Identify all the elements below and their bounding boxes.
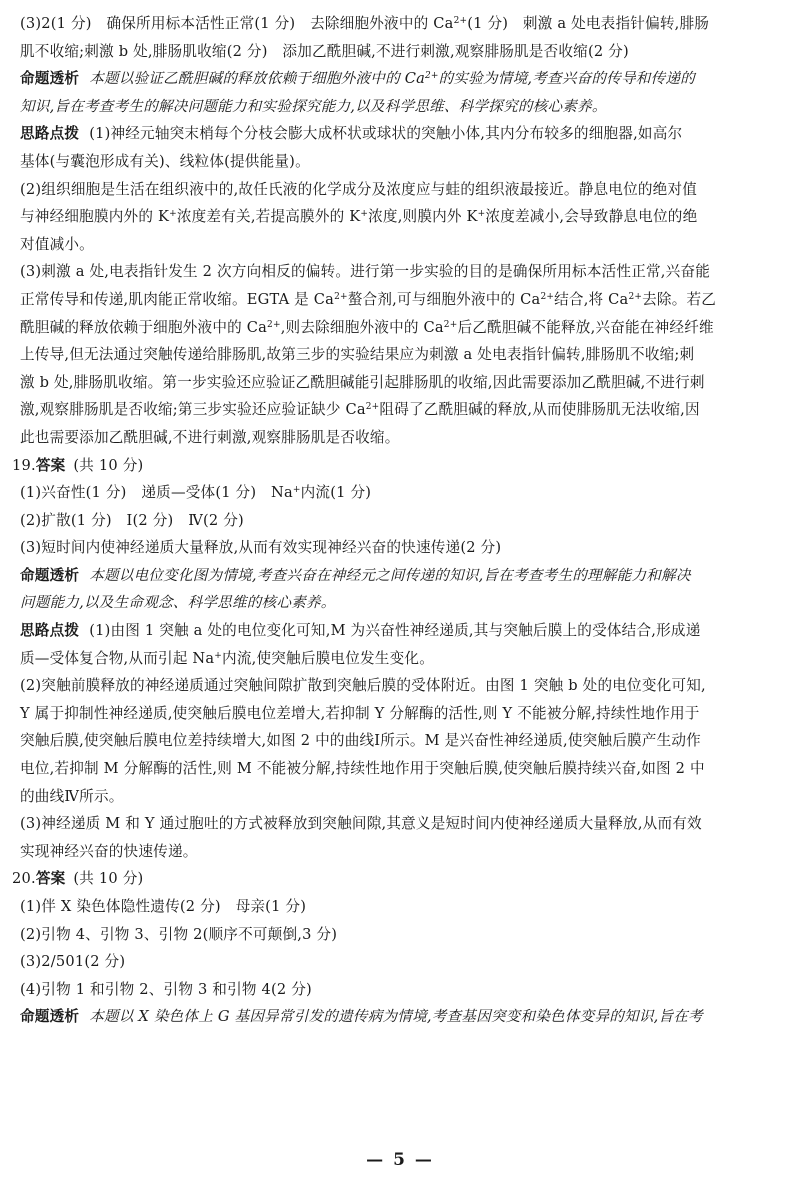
q18-hint-2-end: 对值减小。 — [20, 235, 94, 253]
q19-hint-3-a: (3)神经递质 M 和 Y 通过胞吐的方式被释放到突触间隙,其意义是短时间内使神经递质大量释放,从而有效 — [20, 815, 702, 833]
q18-hint-1: 思路点拨 (1)神经元轴突末梢每个分枝会膨大成杯状或球状的突触小体,其内分布较多的细胞器,如高尔 — [20, 125, 683, 143]
q18-hint-3-d: 上传导,但无法通过突触传递给腓肠肌,故第三步的实验结果应为刺激 a 处电表指针偏转,腓肠肌不收缩;刺 — [20, 346, 695, 364]
q19-hint-2-b: Y 属于抑制性神经递质,使突触后膜电位差增大,若抑制 Y 分解酶的活性,则 Y 不能被分解,持续性地作用于 — [20, 704, 700, 722]
q18-hint-3: (3)刺激 a 处,电表指针发生 2 次方向相反的偏转。进行第一步实验的目的是确保所用标本活性正常,兴奋能 — [20, 263, 711, 281]
q20-answer-2: (2)引物 4、引物 3、引物 2(顺序不可颠倒,3 分) — [20, 925, 338, 943]
q19-hint-2-e: 的曲线Ⅳ所示。 — [20, 787, 124, 805]
q18-answer-3: (3)2(1 分) 确保所用标本活性正常(1 分) 去除细胞外液中的 $Ca^{2+}(1$ 分) 刺激 a 处电表指针偏转,腓肠 — [20, 15, 710, 32]
q20-answer-4: (4)引物 1 和引物 2、引物 3 和引物 4(2 分) — [20, 980, 312, 998]
q20-answer-1: (1)伴 X 染色体隐性遗传(2 分) 母亲(1 分) — [20, 898, 307, 915]
q19-hint-1-cont: 质—受体复合物,从而引起 Na+内流,使突触后膜电位发生变化。 — [20, 649, 434, 667]
q19-answer-2: (2)扩散(1 分) Ⅰ(2 分) Ⅳ(2 分) — [20, 511, 244, 529]
q19-hint-3-b: 实现神经兴奋的快速传递。 — [20, 842, 198, 860]
q18-hint-3-g: 此也需要添加乙酰胆碱,不进行刺激,观察腓肠肌是否收缩。 — [20, 428, 400, 446]
q18-hint-3-b: 正常传导和传递,肌肉能正常收缩。EGTA 是 $Ca^{2+}$螯合剂,可与细胞外液中的 $Ca^{2+}$结合,将 $Ca^{2+}$去除。若乙 — [20, 290, 717, 308]
q18-hint-2-cont: 与神经细胞膜内外的 K+浓度差有关,若提高膜外的 K+浓度,则膜内外 K+浓度差减小,会导致静息电位的绝 — [20, 208, 698, 226]
hint-label: 思路点拨 — [20, 125, 80, 143]
q18-answer-3-cont: 肌不收缩;刺激 b 处,腓肠肌收缩(2 分) 添加乙酰胆碱,不进行刺激,观察腓肠肌是否收缩(2 分) — [20, 42, 629, 60]
q20-answer-3: (3)2/501(2 分) — [20, 953, 126, 971]
analysis-label: 命题透析 — [20, 70, 80, 88]
q18-hint-2: (2)组织细胞是生活在组织液中的,故任氏液的化学成分及浓度应与蛙的组织液最接近。静息电位的绝对值 — [20, 180, 698, 198]
q20-heading: 20.答案 (共 10 分) — [12, 870, 144, 888]
q18-analysis: 命题透析 本题以验证乙酰胆碱的释放依赖于细胞外液中的 $Ca^{2+}$的实验为情境,考查兴奋的传导和传递的 — [20, 70, 695, 88]
q18-hint-3-e: 激 b 处,腓肠肌收缩。第一步实验还应验证乙酰胆碱能引起腓肠肌的收缩,因此需要添加乙酰胆碱,不进行刺 — [20, 373, 705, 391]
q19-answer-3: (3)短时间内使神经递质大量释放,从而有效实现神经兴奋的快速传递(2 分) — [20, 539, 502, 557]
q20-analysis: 命题透析 本题以 X 染色体上 G 基因异常引发的遗传病为情境,考查基因突变和染色体变异的知识,旨在考 — [20, 1008, 703, 1026]
q19-analysis: 命题透析 本题以电位变化图为情境,考查兴奋在神经元之间传递的知识,旨在考查考生的理解能力和解决 — [20, 566, 691, 584]
page-number: — 5 — — [366, 1150, 434, 1170]
q19-hint-2-d: 电位,若抑制 M 分解酶的活性,则 M 不能被分解,持续性地作用于突触后膜,使突触后膜持续兴奋,如图 2 中 — [20, 760, 705, 778]
q18-hint-1-cont: 基体(与囊泡形成有关)、线粒体(提供能量)。 — [20, 152, 310, 170]
q19-hint-1: 思路点拨 (1)由图 1 突触 a 处的电位变化可知,M 为兴奋性神经递质,其与突触后膜上的受体结合,形成递 — [20, 622, 701, 640]
q19-analysis-cont: 问题能力,以及生命观念、科学思维的核心素养。 — [20, 594, 336, 612]
q19-hint-2-a: (2)突触前膜释放的神经递质通过突触间隙扩散到突触后膜的受体附近。由图 1 突触 b 处的电位变化可知, — [20, 677, 706, 695]
q19-heading: 19.答案 (共 10 分) — [12, 456, 144, 474]
q18-hint-3-f: 激,观察腓肠肌是否收缩;第三步实验还应验证缺少 $Ca^{2+}$阻碍了乙酰胆碱的释放,从而使腓肠肌无法收缩,因 — [20, 401, 700, 419]
q18-hint-3-c: 酰胆碱的释放依赖于细胞外液中的 $Ca^{2+}$,则去除细胞外液中的 $Ca^{2+}$后乙酰胆碱不能释放,兴奋能在神经纤维 — [20, 318, 714, 336]
q18-analysis-cont: 知识,旨在考查考生的解决问题能力和实验探究能力,以及科学思维、科学探究的核心素养。 — [20, 97, 607, 115]
q19-hint-2-c: 突触后膜,使突触后膜电位差持续增大,如图 2 中的曲线Ⅰ所示。M 是兴奋性神经递质,使突触后膜产生动作 — [20, 732, 701, 750]
q19-answer-1: (1)兴奋性(1 分) 递质—受体(1 分) Na+内流(1 分) — [20, 484, 372, 502]
